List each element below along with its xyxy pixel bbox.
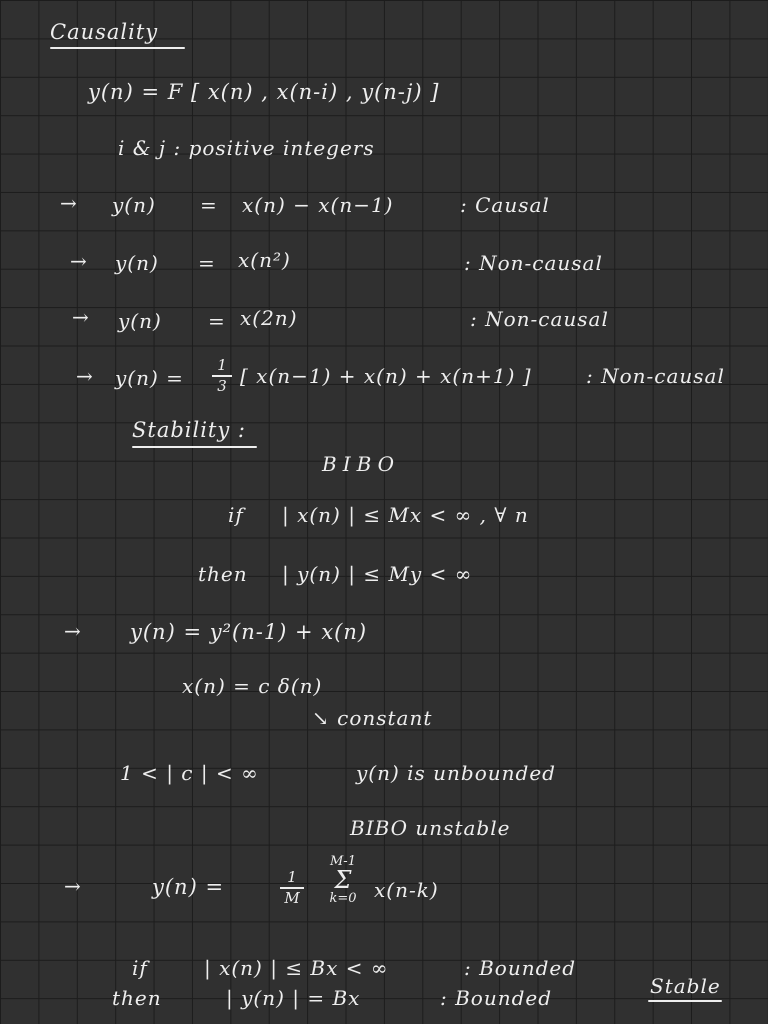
causality-heading: Causality [50, 20, 159, 44]
one-over-m-fraction [280, 870, 304, 906]
arrow-icon: → [64, 874, 82, 898]
fraction-denominator: M [284, 889, 300, 907]
causality-underline [50, 47, 185, 49]
bibo-if-expr: | x(n) | ≤ Mx < ∞ , ∀ n [282, 503, 529, 527]
bibo-title: BIBO [322, 452, 401, 476]
example2-if-expr: | x(n) | ≤ Bx < ∞ [204, 956, 389, 980]
example-eq: = [200, 193, 218, 217]
example-label: : Non-causal [464, 251, 603, 275]
fraction-numerator: 1 [287, 868, 297, 886]
arrow-icon: → [70, 249, 88, 273]
example-lhs: y(n) [115, 251, 159, 275]
example2-then-word: then [112, 986, 162, 1010]
avg-lhs: y(n) = [115, 366, 184, 390]
example1-range: 1 < | c | < ∞ [120, 761, 259, 785]
example1-input: x(n) = c δ(n) [182, 674, 323, 698]
sum-upper-limit: M-1 [330, 854, 356, 869]
stable-verdict: Stable [650, 974, 721, 998]
arrow-icon: → [72, 305, 90, 329]
example2-if-label: : Bounded [464, 956, 577, 980]
avg-label: : Non-causal [586, 364, 725, 388]
example-label: : Non-causal [470, 307, 609, 331]
causality-condition: i & j : positive integers [118, 136, 375, 160]
fraction-denominator: 3 [217, 377, 227, 395]
example2-then-label: : Bounded [440, 986, 553, 1010]
arrow-icon: → [76, 364, 94, 388]
example-rhs: x(n²) [238, 248, 291, 272]
example-lhs: y(n) [112, 193, 156, 217]
example-eq: = [198, 251, 216, 275]
bibo-then-word: then [198, 562, 248, 586]
summation [326, 855, 360, 905]
example-lhs: y(n) [118, 309, 162, 333]
example-rhs: x(n) − x(n−1) [242, 193, 394, 217]
arrow-icon: → [64, 619, 82, 643]
avg-rhs: [ x(n−1) + x(n) + x(n+1) ] [240, 364, 532, 388]
example1-result: y(n) is unbounded [356, 761, 556, 785]
example2-summand: x(n-k) [374, 878, 439, 902]
stability-underline [132, 446, 257, 448]
stable-underline [648, 1000, 722, 1002]
bibo-then-expr: | y(n) | ≤ My < ∞ [282, 562, 473, 586]
example2-then-expr: | y(n) | = Bx [226, 986, 361, 1010]
example2-if-word: if [132, 956, 148, 980]
stability-heading: Stability : [132, 418, 246, 442]
example-eq: = [208, 309, 226, 333]
sum-lower-limit: k=0 [329, 891, 357, 906]
example-label: : Causal [460, 193, 550, 217]
fraction-numerator: 1 [217, 356, 227, 374]
example1-expr: y(n) = y²(n-1) + x(n) [130, 620, 368, 644]
example1-constant-note: ↘ constant [312, 706, 433, 730]
one-third-fraction [212, 358, 232, 394]
example-rhs: x(2n) [240, 306, 298, 330]
bibo-if-word: if [228, 503, 244, 527]
example1-verdict: BIBO unstable [350, 816, 511, 840]
example2-lhs: y(n) = [152, 875, 225, 899]
causality-definition: y(n) = F [ x(n) , x(n-i) , y(n-j) ] [88, 80, 440, 104]
arrow-icon: → [60, 191, 78, 215]
sigma-icon: Σ [334, 866, 352, 894]
